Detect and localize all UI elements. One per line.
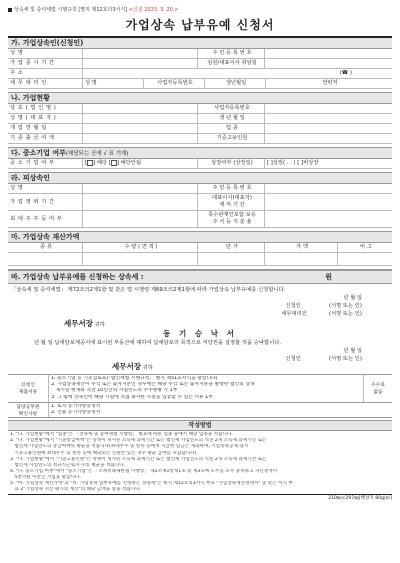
attach-left3: 담당공무원 xyxy=(16,405,40,411)
square-bullet-icon xyxy=(8,8,12,12)
heir-period-field[interactable] xyxy=(83,59,198,68)
heir-rrn-label: 주 민 등 록 번 호 xyxy=(198,49,265,58)
law-reference: 상속세 및 증여세법 시행규칙 [별지 제12호의3서식] xyxy=(14,7,128,13)
tax-unit: 원 xyxy=(325,273,332,281)
guide-line: 5천억원 미만인 기업을 말합니다. xyxy=(10,474,81,480)
tax-agent-label: 세 무 대 리 인 xyxy=(8,79,83,88)
agent-name-label: 성 명 xyxy=(83,79,144,88)
attach-items2 xyxy=(49,403,364,417)
decedent-related-label: 특수관계인포함 보유 주 식 등 지 분 율 xyxy=(198,211,265,227)
guide-line: 3. "나. 가업현황"에서 "기준고용인원"은 상속이 개시된 소득세 과세기간 또는 법인세 사업연도의 직전 2개 소득세 과세기간 또는 xyxy=(10,456,267,462)
section-heir: 가. 가업상속인(신청인) xyxy=(8,38,392,49)
decedent-name-label: 성 명 xyxy=(8,184,83,193)
agent-sign[interactable]: (서명 또는 인) xyxy=(328,311,362,317)
addressee-2-suffix: 귀하 xyxy=(142,365,153,371)
industry-field[interactable] xyxy=(265,124,392,133)
ceo-field[interactable] xyxy=(83,114,198,123)
sme-no-checkbox[interactable] xyxy=(111,160,117,166)
section-decedent: 라. 피상속인 xyxy=(8,173,392,184)
officer-box xyxy=(8,403,392,418)
asset-value-field[interactable] xyxy=(265,253,338,265)
asset-qty-field[interactable] xyxy=(83,253,198,265)
attach-items xyxy=(49,375,363,402)
guide-line: 표 2"가업상속 지산 평가의 계산"의 해당 금액을 함을 적습니다. xyxy=(10,487,142,493)
guide-title: 작성방법 xyxy=(8,420,392,431)
addressee-suffix: 귀하 xyxy=(94,322,105,328)
paper-spec: 210㎜×297㎜[백상지 80g/㎡] xyxy=(8,494,392,502)
addressee-2: 세무서장 xyxy=(112,362,141,371)
decedent-rep-field[interactable] xyxy=(265,194,392,210)
applicant-label: 신청인 xyxy=(285,303,301,309)
sme-yes-checkbox[interactable] xyxy=(87,160,93,166)
guide-line: 법인세 사업연도의 총급여액의 평균을 적습니다(최대주주 및 친족 등에게 지급한 임금은 제외하며, 기업상속공제 당시 xyxy=(10,444,249,450)
guide-line: 법인세 사업연도의 정규직근로자 수의 평균을 적습니다. xyxy=(10,462,126,468)
heir-role-label: 임원/대표이사 취임일 xyxy=(198,59,265,68)
addressee: 세무서장 xyxy=(64,319,93,328)
form-page xyxy=(8,6,392,557)
listed-label: 상장여부 (상장일) xyxy=(198,159,265,168)
guide-line: 기준고용인원에 최대주주 및 친족 등에 해당되는 인원만 있는 경우 평균 급여를 포함합니다). xyxy=(10,450,198,456)
asset-col-type: 종 류 xyxy=(8,243,83,252)
attach-left2: 제출서류 xyxy=(18,390,38,396)
asset-col-note: 비 고 xyxy=(360,244,372,250)
industry-label: 업 종 xyxy=(198,124,265,133)
applicant-sign[interactable]: (서명 또는 인) xyxy=(328,303,362,309)
agent-birth-label: 생년월일 xyxy=(205,79,266,88)
consent-text: 년 월 일 납세담보제공서에 표시된 부동산에 대하여 납세담보의 목적으로 저당권을 설정할 것을 승낙합니다. xyxy=(34,340,282,346)
bizno-field[interactable] xyxy=(265,104,392,113)
consent-party: 신청인 xyxy=(285,356,301,362)
sme-options: [ ] 해당 [ ] 해당안됨 xyxy=(83,159,198,168)
capital-label: 기 종 출 금 여 액 xyxy=(8,134,83,143)
attach-left1: 신청인 xyxy=(21,383,35,389)
guide-line: 1. "나. 가업현황"에서 "업종"은 「상속세 및 증여세법 시행령」 별표에 따른 업종 중에서 해당 업종을 적습니다. xyxy=(10,432,233,438)
decedent-related-field[interactable] xyxy=(265,211,392,227)
ceo-birth-field[interactable] xyxy=(265,114,392,123)
intro-text: 「상속세 및 증여세법」 제72조의2제1항 및 같은 법 시행령 제69조의2제1항에 따라 가업상속 납부유예를 신청합니다. xyxy=(11,287,286,293)
ceo-label: 성 명 ( 대 표 자 ) xyxy=(8,114,83,123)
opened-label: 개 업 연 월 일 xyxy=(8,124,83,133)
sme-yes-label: 해당 xyxy=(96,160,108,166)
consent-sign[interactable]: (서명 또는 인) xyxy=(328,356,362,362)
attachments-box xyxy=(8,374,392,403)
attach-item2-line: 1. 토지 등기사항증명서 xyxy=(51,403,101,409)
decedent-rrn-field[interactable] xyxy=(265,184,392,193)
decedent-period-field[interactable] xyxy=(83,194,198,210)
decedent-shareholder-field[interactable] xyxy=(83,211,198,227)
guide-line: 5. "마. 가업상속 재산가액"과 "바. 가업상속 납부유예를 신청하는 상속세"는 별지 제12호의3서식 부표 "가업상속재산명세서" 및 같은 서식 부 xyxy=(10,480,293,486)
section-tax xyxy=(8,270,392,284)
decedent-name-field[interactable] xyxy=(83,184,198,193)
heir-name-label: 성 명 xyxy=(8,49,83,58)
section-sme xyxy=(8,148,392,159)
revision-note: <신설 2023. 3. 20.> xyxy=(128,7,179,13)
agent-phone-label: 연락처 xyxy=(322,80,338,86)
heir-role-field[interactable] xyxy=(265,59,392,68)
guide-body xyxy=(8,431,392,494)
apply-date: 년 월 일 xyxy=(343,295,362,301)
section-assets: 마. 가업상속 재산가액 xyxy=(8,232,392,243)
asset-col-qty: 수 량 ( 면 적 ) xyxy=(83,243,198,252)
basis-label: 기준고용인원 xyxy=(198,134,265,143)
company-field[interactable] xyxy=(83,104,198,113)
sme-label: 중 소 기 업 여 부 xyxy=(8,159,83,168)
agent-bizno-label: 사업자등록번호 xyxy=(144,79,205,88)
fee-value: 없음 xyxy=(373,390,383,396)
sme-note: (해당되는 곳에 √ 표 기재) xyxy=(65,151,129,157)
decedent-rep-label: 대표이사(대표자) 재 직 기 간 xyxy=(198,194,265,210)
asset-price-field[interactable] xyxy=(198,253,265,265)
consent-title: 동 기 승 낙 서 xyxy=(163,329,237,338)
section-business: 나. 가업현황 xyxy=(8,93,392,104)
sme-heading: 다. 중소기업 여부 xyxy=(11,149,66,157)
attach-item-line: 2. 가업상속재산이 주식 또는 출자지분인 경우에는 해당 주식 또는 출자지분을 발행한 법인의 상속 xyxy=(51,382,255,388)
basis-field[interactable] xyxy=(265,134,392,143)
heir-period-label: 가 업 종 사 기 간 xyxy=(8,59,83,68)
opened-field[interactable] xyxy=(83,124,198,133)
decedent-period-label: 가 업 영 위 기 간 xyxy=(8,194,83,210)
attach-left4: 확인사항 xyxy=(18,412,38,418)
decedent-shareholder-label: 최 대 주 주 등 여 부 xyxy=(8,211,83,227)
fee-label: 수수료 xyxy=(371,383,385,389)
guide-line: 4. "다. 중소기업 여부"에서 "중소기업"은 「조세특례제한법 시행령」 제2조제1항제1호 및 제3호에 모두를 모두 충족하고 자산총액이 xyxy=(10,468,278,474)
heir-address-label: 주 소 xyxy=(8,69,83,78)
attach-item-line: 3. 그 밖에 상속인이 해당 가업에 직접 종사한 사실을 입증할 수 있는 서류 1부 xyxy=(51,394,213,400)
heir-rrn-field[interactable] xyxy=(265,49,392,58)
asset-type-field[interactable] xyxy=(8,253,83,265)
capital-field[interactable] xyxy=(83,134,198,143)
heir-address-field[interactable]: (☎ ) xyxy=(339,70,352,76)
heir-name-field[interactable] xyxy=(83,49,198,58)
asset-note-field[interactable] xyxy=(338,253,392,265)
asset-col-value: 가 액 xyxy=(265,243,338,252)
consent-date: 년 월 일 xyxy=(343,348,362,354)
form-header xyxy=(8,6,392,14)
listed-field[interactable]: [ ]상장( . . ) [ ]비상장 xyxy=(267,160,319,166)
attach-item-line: 1. 중소기업 등 기준검토표(「법인세법 시행규칙」 별지 제51호서식을 말합니다) xyxy=(51,376,218,381)
bizno-label: 사업자등록번호 xyxy=(198,104,265,113)
company-label: 상 호 ( 법 인 명 ) xyxy=(8,104,83,113)
attach-item2-line: 2. 건물 등기사항증명서 xyxy=(51,410,101,416)
ceo-birth-label: 생 년 월 일 xyxy=(198,114,265,123)
decedent-rrn-label: 주 민 등 록 번 호 xyxy=(198,184,265,193)
asset-col-price: 단 가 xyxy=(198,243,265,252)
agent-sign-label: 세무대리인 xyxy=(281,311,307,317)
tax-heading: 바. 가업상속 납부유예를 신청하는 상속세 : xyxy=(11,273,144,281)
attach-item-line: 개시일 현재와 직전 10년간의 사업연도의 주주현황 각 1부 xyxy=(51,388,178,394)
guide-line: 2. "나. 가업현황"에서 "기준총급여액"은 상속이 개시된 소득세 과세기간 또는 법인세 사업연도의 직전 2개 소득세 과세기간 또는 xyxy=(10,438,267,444)
sme-no-label: 해당안됨 xyxy=(120,160,142,166)
form-title: 가업상속 납부유예 신청서 xyxy=(125,18,275,32)
